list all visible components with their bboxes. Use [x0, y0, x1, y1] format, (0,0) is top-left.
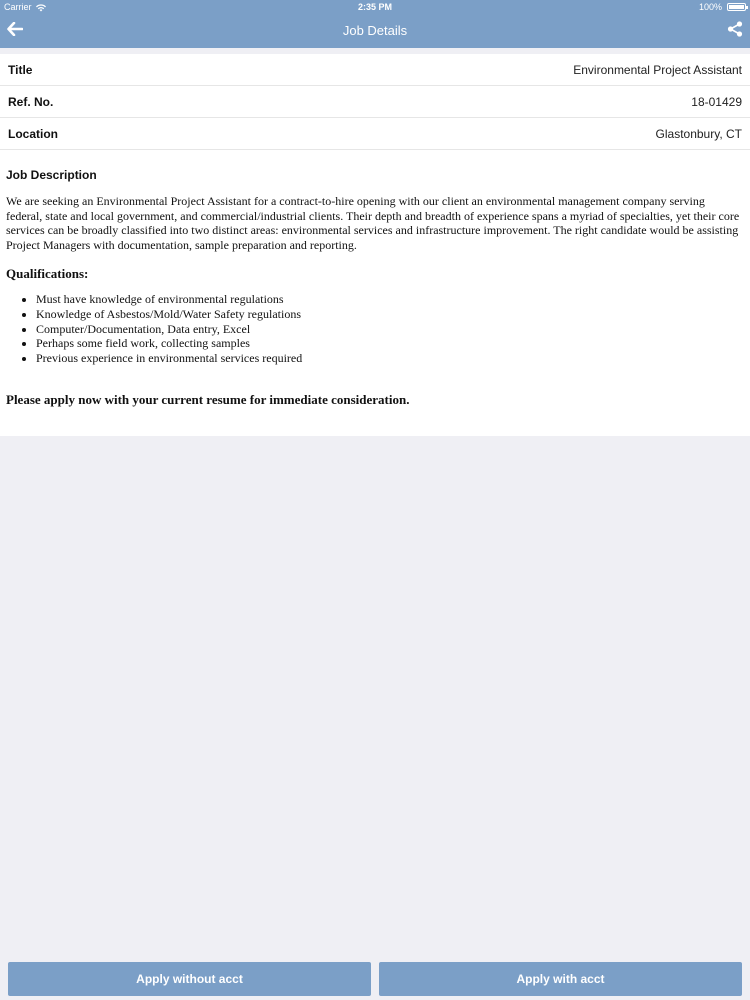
apply-with-account-button[interactable]: Apply with acct — [379, 962, 742, 996]
detail-row-location — [0, 118, 750, 150]
nav-bar — [0, 14, 750, 48]
bottom-action-bar — [0, 962, 750, 998]
status-time: 2:35 PM — [357, 2, 392, 12]
detail-label: Location — [8, 127, 58, 141]
carrier-label: Carrier — [4, 2, 32, 12]
job-description-heading: Job Description — [6, 168, 97, 182]
detail-row-ref-no — [0, 86, 750, 118]
page-title: Job Details — [342, 23, 408, 38]
detail-value: Glastonbury, CT — [655, 127, 742, 141]
list-item: • Previous experience in environmental services required — [36, 351, 744, 366]
top-bar — [0, 0, 750, 48]
list-item: • Must have knowledge of environmental regulations — [36, 292, 744, 307]
battery-percent: 100% — [698, 2, 722, 12]
qualifications-heading: Qualifications: — [6, 266, 89, 281]
status-bar — [0, 0, 750, 14]
list-item: • Computer/Documentation, Data entry, Excel — [36, 322, 744, 337]
detail-label: Ref. No. — [8, 95, 54, 109]
list-item: • Perhaps some field work, collecting samples — [36, 336, 744, 351]
job-description-section — [0, 150, 750, 408]
detail-label: Title — [8, 63, 33, 77]
detail-value: Environmental Project Assistant — [573, 63, 742, 77]
share-button[interactable] — [724, 20, 746, 42]
battery-icon — [727, 3, 746, 11]
share-icon — [727, 21, 743, 42]
apply-call-to-action: Please apply now with your current resume for immediate consideration. — [6, 391, 410, 407]
detail-row-title — [0, 54, 750, 86]
detail-value: 18-01429 — [691, 95, 742, 109]
qualifications-list — [6, 292, 744, 366]
list-item: • Knowledge of Asbestos/Mold/Water Safety regulations — [36, 307, 744, 322]
job-detail-panel — [0, 54, 750, 436]
job-description-text: We are seeking an Environmental Project Assistant for a contract-to-hire opening with our client an environmental management company serving federal, state and local government, and commercial/industrial clients. Their depth and breadth of experience spans a myriad of specialties, yet their core services can be broadly classified into two distinct areas: environmental services and infrastructure improvement. The right candidate would be assisting Project Managers with documentation, sample preparation and reporting. — [6, 194, 740, 252]
apply-without-account-button[interactable]: Apply without acct — [8, 962, 371, 996]
